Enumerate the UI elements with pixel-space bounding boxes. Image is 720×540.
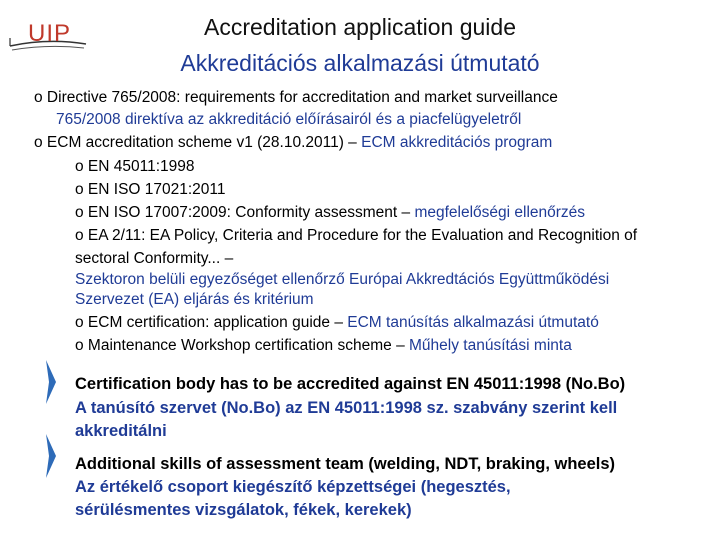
item-en17007 xyxy=(75,203,585,223)
item-en17007-en: o EN ISO 17007:2009: Conformity assessment – xyxy=(75,204,415,221)
item-maintenance xyxy=(75,336,572,356)
item-ecm-scheme xyxy=(34,133,552,153)
item-ecm-scheme-hu: ECM akkreditációs program xyxy=(361,134,553,151)
bullet2-hu-line1: Az értékelő csoport kiegészítő képzettségei (hegesztés, xyxy=(75,478,511,496)
item-directive-hu: 765/2008 direktíva az akkreditáció előírásairól és a piacfelügyeletről xyxy=(56,111,522,128)
logo-text: UIP xyxy=(28,20,72,47)
item-directive: o Directive 765/2008: requirements for accreditation and market surveillance xyxy=(34,89,558,106)
bullet-arrow-icon xyxy=(44,360,58,404)
bullet1-en: Certification body has to be accredited against EN 45011:1998 (No.Bo) xyxy=(75,375,626,393)
item-ea211: o EA 2/11: EA Policy, Criteria and Procedure for the Evaluation and Recognition of xyxy=(75,227,638,244)
item-maintenance-hu: Műhely tanúsítási minta xyxy=(409,337,572,354)
item-ea211-hu-cont: Szervezet (EA) eljárás és kritérium xyxy=(75,291,314,308)
item-ecm-cert-en: o ECM certification: application guide – xyxy=(75,314,348,331)
item-ecm-cert-hu: ECM tanúsítás alkalmazási útmutató xyxy=(347,314,599,331)
page-subtitle: Akkreditációs alkalmazási útmutató xyxy=(180,50,540,76)
item-maintenance-en: o Maintenance Workshop certification scheme – xyxy=(75,337,409,354)
item-en45011: o EN 45011:1998 xyxy=(75,158,195,175)
bullet2-hu-line2: sérülésmentes vizsgálatok, fékek, kerekek) xyxy=(75,501,412,519)
item-en17021: o EN ISO 17021:2011 xyxy=(75,181,226,198)
bullet1-hu-line1: A tanúsító szervet (No.Bo) az EN 45011:1998 sz. szabvány szerint kell xyxy=(75,399,618,417)
bullet-arrow-icon xyxy=(44,434,58,478)
item-ecm-scheme-en: o ECM accreditation scheme v1 (28.10.2011) – xyxy=(34,134,362,151)
page-title: Accreditation application guide xyxy=(204,14,516,40)
item-en17007-hu: megfelelőségi ellenőrzés xyxy=(414,204,586,221)
item-ecm-cert xyxy=(75,313,599,333)
item-ea211-hu: Szektoron belüli egyezőséget ellenőrző Európai Akkredtációs Együttműködési xyxy=(75,271,610,288)
bullet2-en: Additional skills of assessment team (welding, NDT, braking, wheels) xyxy=(75,455,616,473)
bullet1-hu-line2: akkreditálni xyxy=(75,422,167,440)
item-ea211-cont: sectoral Conformity... – xyxy=(75,250,234,267)
